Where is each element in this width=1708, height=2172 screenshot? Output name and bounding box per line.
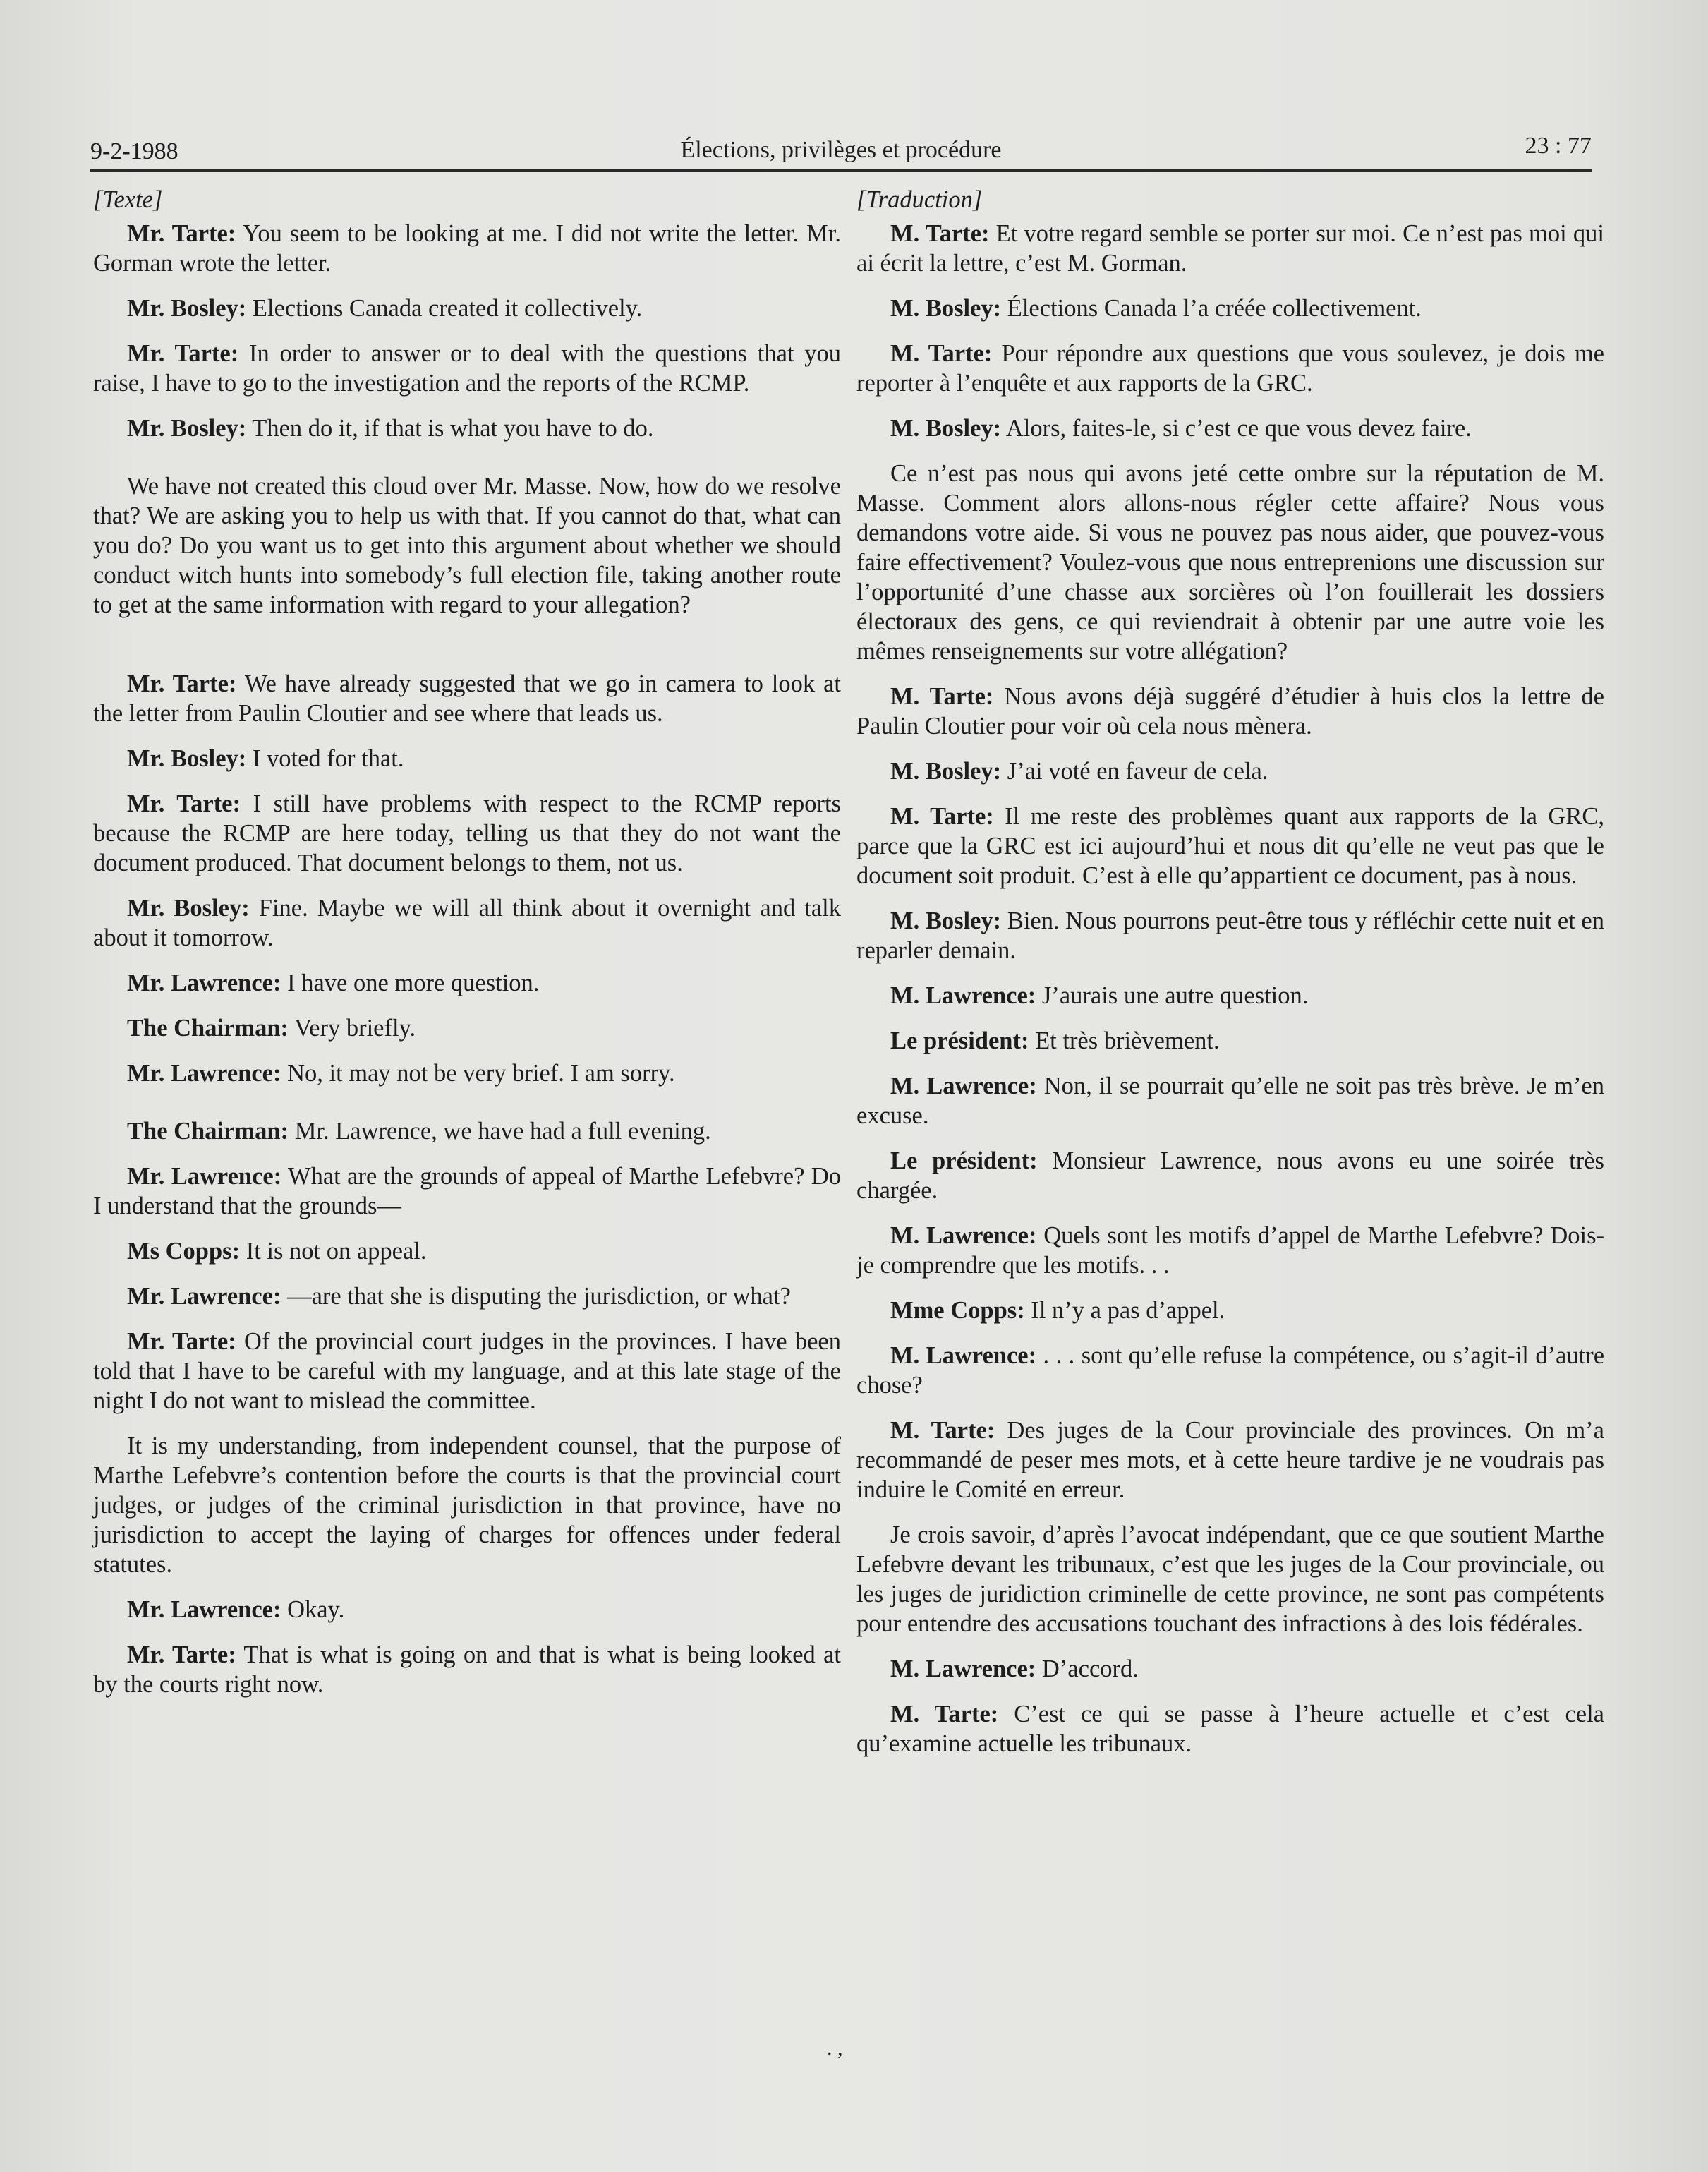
paragraph bbox=[856, 219, 1604, 278]
page-header bbox=[90, 119, 1592, 172]
speech: Fine. Maybe we will all think about it overnight and talk about it tomorrow. bbox=[93, 895, 841, 951]
speech: J’aurais une autre question. bbox=[1036, 982, 1309, 1009]
speaker: Mr. Bosley: bbox=[127, 895, 250, 922]
paragraph bbox=[856, 756, 1604, 786]
speech: I have one more question. bbox=[281, 970, 540, 996]
speaker: Mr. Bosley: bbox=[127, 745, 247, 772]
speech: Pour répondre aux questions que vous soulevez, je dois me reporter à l’enquête et aux rapports de la GRC. bbox=[856, 340, 1604, 397]
speaker: Mr. Bosley: bbox=[127, 415, 247, 442]
speech: J’ai voté en faveur de cela. bbox=[1001, 758, 1268, 785]
speech: I still have problems with respect to the RCMP reports because the RCMP are here today, telling us that they do not want the document produced. That document belongs to them, not us. bbox=[93, 790, 841, 876]
speech: Il n’y a pas d’appel. bbox=[1024, 1297, 1225, 1324]
speaker: M. Tarte: bbox=[890, 683, 994, 710]
speaker: Ms Copps: bbox=[127, 1238, 241, 1265]
paragraph bbox=[856, 1654, 1604, 1684]
header-page-number: 23 : 77 bbox=[1525, 133, 1592, 159]
speaker: M. Tarte: bbox=[890, 220, 990, 247]
speaker: Mr. Bosley: bbox=[127, 295, 247, 322]
speech: Je crois savoir, d’après l’avocat indépendant, que ce que soutient Marthe Lefebvre devant les tribunaux, c’est que les juges de la Cour provinciale, ou les juges de juridiction criminelle de cette province, ne sont pas compétents pour entendre des accusations touchant des infractions à des lois fédérales. bbox=[856, 1521, 1604, 1637]
speech: It is my understanding, from independent counsel, that the purpose of Marthe Lefebvre’s contention before the courts is that the provincial court judges, or judges of the criminal jurisdiction in that province, have no jurisdiction to accept the laying of charges for offences under federal statutes. bbox=[93, 1432, 841, 1578]
speaker: M. Tarte: bbox=[890, 1417, 995, 1444]
speaker: Mme Copps: bbox=[890, 1297, 1025, 1324]
paragraph bbox=[856, 414, 1604, 443]
paragraph bbox=[93, 1013, 841, 1043]
speaker: Mr. Lawrence: bbox=[127, 1283, 281, 1310]
paragraph bbox=[856, 1699, 1604, 1758]
paragraph bbox=[93, 1236, 841, 1266]
section-tag: [Traduction] bbox=[856, 186, 983, 213]
speech: I voted for that. bbox=[246, 745, 404, 772]
speech: Nous avons déjà suggéré d’étudier à huis clos la lettre de Paulin Cloutier pour voir où cela nous mènera. bbox=[856, 683, 1604, 740]
paragraph bbox=[93, 1640, 841, 1699]
speaker: Mr. Lawrence: bbox=[127, 1163, 282, 1190]
speech: Élections Canada l’a créée collectivement. bbox=[1001, 295, 1422, 322]
paragraph bbox=[93, 339, 841, 398]
paragraph bbox=[93, 1116, 841, 1146]
paragraph bbox=[93, 669, 841, 728]
speech: Elections Canada created it collectively. bbox=[246, 295, 643, 322]
speaker: Mr. Lawrence: bbox=[127, 1060, 281, 1087]
speech: Et votre regard semble se porter sur moi. Ce n’est pas moi qui ai écrit la lettre, c’est M. Gorman. bbox=[856, 220, 1604, 277]
header-title: Élections, privilèges et procédure bbox=[680, 137, 1002, 163]
paragraph bbox=[93, 1595, 841, 1624]
speaker: M. Lawrence: bbox=[890, 1342, 1037, 1369]
paragraph bbox=[93, 1281, 841, 1311]
speech: —are that she is disputing the jurisdiction, or what? bbox=[281, 1283, 791, 1310]
paragraph bbox=[856, 1026, 1604, 1056]
paragraph bbox=[856, 294, 1604, 323]
paragraph bbox=[856, 682, 1604, 741]
speech: Non, il se pourrait qu’elle ne soit pas très brève. Je m’en excuse. bbox=[856, 1073, 1604, 1129]
paragraph bbox=[93, 1162, 841, 1221]
paragraph bbox=[93, 893, 841, 953]
speaker: M. Lawrence: bbox=[890, 1073, 1037, 1099]
speech: In order to answer or to deal with the questions that you raise, I have to go to the investigation and the reports of the RCMP. bbox=[93, 340, 841, 397]
speech: Very briefly. bbox=[289, 1015, 416, 1042]
paragraph bbox=[93, 1327, 841, 1416]
speaker: Mr. Lawrence: bbox=[127, 1596, 281, 1623]
speech: . . . sont qu’elle refuse la compétence, ou s’agit-il d’autre chose? bbox=[856, 1342, 1605, 1399]
paragraph bbox=[856, 1341, 1604, 1400]
speaker: Mr. Tarte: bbox=[127, 220, 236, 247]
speech: Mr. Lawrence, we have had a full evening. bbox=[289, 1118, 711, 1145]
section-tag: [Texte] bbox=[93, 186, 163, 213]
speech: What are the grounds of appeal of Marthe Lefebvre? Do I understand that the grounds— bbox=[93, 1163, 841, 1219]
speech: Des juges de la Cour provinciale des provinces. On m’a recommandé de peser mes mots, et à cette heure tardive je ne voudrais pas induire le Comité en erreur. bbox=[856, 1417, 1604, 1503]
speech: It is not on appeal. bbox=[240, 1238, 427, 1265]
speaker: M. Bosley: bbox=[890, 295, 1002, 322]
paragraph bbox=[856, 802, 1604, 891]
paragraph bbox=[93, 789, 841, 878]
speech: Then do it, if that is what you have to do. bbox=[246, 415, 654, 442]
right-column-french bbox=[856, 185, 1604, 1774]
speaker: M. Bosley: bbox=[890, 415, 1002, 442]
speech: No, it may not be very brief. I am sorry. bbox=[281, 1060, 675, 1087]
speech: Alors, faites-le, si c’est ce que vous devez faire. bbox=[1001, 415, 1472, 442]
paragraph bbox=[856, 1520, 1604, 1639]
paragraph bbox=[856, 1221, 1604, 1280]
paragraph bbox=[856, 981, 1604, 1010]
paragraph bbox=[93, 1431, 841, 1579]
speaker: M. Tarte: bbox=[890, 1701, 999, 1727]
paragraph bbox=[856, 1071, 1604, 1130]
header-date: 9-2-1988 bbox=[90, 138, 178, 164]
paragraph bbox=[93, 471, 841, 620]
paragraph bbox=[93, 1058, 841, 1088]
paragraph bbox=[856, 1296, 1604, 1325]
speaker: Mr. Lawrence: bbox=[127, 970, 281, 996]
speaker: Mr. Tarte: bbox=[127, 340, 239, 367]
speech: Okay. bbox=[281, 1596, 345, 1623]
speech: Et très brièvement. bbox=[1029, 1027, 1220, 1054]
paragraph bbox=[856, 459, 1604, 666]
paragraph bbox=[93, 294, 841, 323]
speech: Il me reste des problèmes quant aux rapports de la GRC, parce que la GRC est ici aujourd’hui et nous dit qu’elle ne veut pas que le document soit produit. C’est à elle qu’appartient ce document, pas à nous. bbox=[856, 803, 1604, 889]
speaker: M. Bosley: bbox=[890, 758, 1002, 785]
speaker: Le président: bbox=[890, 1147, 1038, 1174]
paragraph bbox=[856, 339, 1604, 398]
speaker: The Chairman: bbox=[127, 1015, 289, 1042]
speaker: M. Lawrence: bbox=[890, 1222, 1037, 1249]
speech: Ce n’est pas nous qui avons jeté cette ombre sur la réputation de M. Masse. Comment alors allons-nous régler cette affaire? Nous vous demandons votre aide. Si vous ne pouvez pas nous aider, que pouvez-vous faire effectivement? Voulez-vous que nous entreprenions une discussion sur l’opportunité d’une chasse aux sorcières où l’on fouillerait les dossiers électoraux des gens, ce qui reviendrait à obtenir par une autre voie les mêmes renseignements sur votre allégation? bbox=[856, 460, 1604, 665]
footer-mark: . , bbox=[827, 2037, 843, 2060]
speaker: M. Tarte: bbox=[890, 803, 994, 830]
speech: You seem to be looking at me. I did not write the letter. Mr. Gorman wrote the letter. bbox=[93, 220, 841, 277]
paragraph bbox=[856, 1146, 1604, 1205]
paragraph bbox=[93, 744, 841, 773]
speech: Of the provincial court judges in the provinces. I have been told that I have to be careful with my language, and at this late stage of the night I do not want to mislead the committee. bbox=[93, 1328, 841, 1414]
speech: We have already suggested that we go in camera to look at the letter from Paulin Cloutier and see where that leads us. bbox=[93, 670, 841, 727]
paragraph bbox=[856, 1416, 1604, 1504]
speech: Quels sont les motifs d’appel de Marthe Lefebvre? Dois-je comprendre que les motifs. . . bbox=[856, 1222, 1604, 1279]
speaker: M. Lawrence: bbox=[890, 982, 1036, 1009]
speaker: M. Lawrence: bbox=[890, 1655, 1036, 1682]
speaker: Le président: bbox=[890, 1027, 1029, 1054]
speaker: M. Tarte: bbox=[890, 340, 993, 367]
speaker: The Chairman: bbox=[127, 1118, 289, 1145]
speech: D’accord. bbox=[1036, 1655, 1139, 1682]
speech: Monsieur Lawrence, nous avons eu une soirée très chargée. bbox=[856, 1147, 1604, 1204]
paragraph bbox=[93, 414, 841, 443]
speaker: Mr. Tarte: bbox=[127, 1641, 236, 1668]
paragraph bbox=[856, 906, 1604, 965]
paragraph bbox=[93, 968, 841, 998]
speech: Bien. Nous pourrons peut-être tous y réfléchir cette nuit et en reparler demain. bbox=[856, 907, 1604, 964]
speaker: Mr. Tarte: bbox=[127, 1328, 236, 1355]
speech: That is what is going on and that is what is being looked at by the courts right now. bbox=[93, 1641, 841, 1698]
left-column-english bbox=[93, 185, 841, 1715]
speaker: Mr. Tarte: bbox=[127, 670, 237, 697]
speech: We have not created this cloud over Mr. Masse. Now, how do we resolve that? We are asking you to help us with that. If you cannot do that, what can you do? Do you want us to get into this argument about whether we should conduct witch hunts into somebody’s full election file, taking another route to get at the same information with regard to your allegation? bbox=[93, 473, 841, 618]
paragraph bbox=[93, 219, 841, 278]
speaker: M. Bosley: bbox=[890, 907, 1002, 934]
speech: C’est ce qui se passe à l’heure actuelle et c’est cela qu’examine actuelle les tribunaux. bbox=[856, 1701, 1604, 1757]
speaker: Mr. Tarte: bbox=[127, 790, 241, 817]
